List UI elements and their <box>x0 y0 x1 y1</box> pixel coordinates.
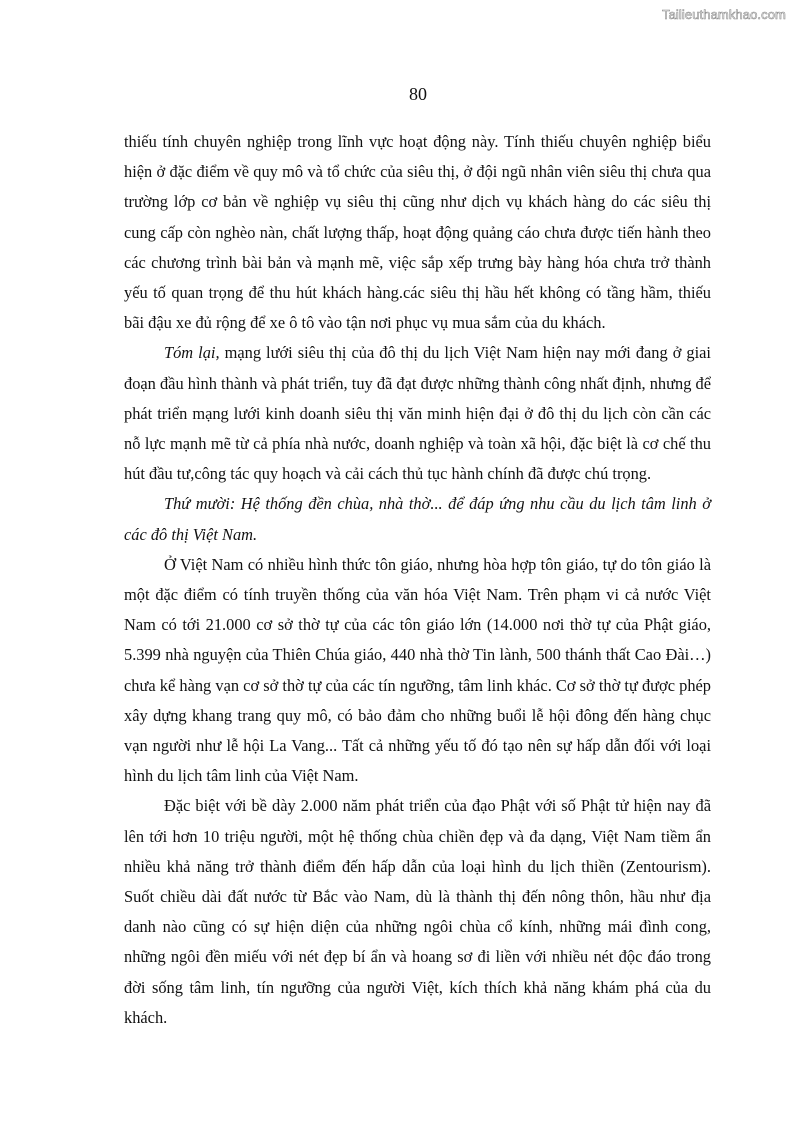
summary-lead: Tóm lại, <box>164 343 220 363</box>
page-number: 80 <box>409 84 427 104</box>
paragraph-continuation: thiếu tính chuyên nghiệp trong lĩnh vực hoạt động này. Tính thiếu chuyên nghiệp biểu hiện ở đặc điểm về quy mô và tổ chức của siêu thị, ở đội ngũ nhân viên siêu thị chưa qua trường lớp cơ bản về nghiệp vụ siêu thị cũng như dịch vụ khách hàng do các siêu thị cung cấp còn nghèo nàn, chất lượng thấp, hoạt động quảng cáo chưa được tiến hành theo các chương trình bài bản và mạnh mẽ, việc sắp xếp trưng bày hàng hóa chưa trở thành yếu tố quan trọng để thu hút khách hàng.các siêu thị hầu hết không có tầng hầm, thiếu bãi đậu xe đủ rộng để xe ô tô vào tận nơi phục vụ mua sắm của du khách. <box>124 132 711 333</box>
paragraph-religion: Ở Việt Nam có nhiều hình thức tôn giáo, nhưng hòa hợp tôn giáo, tự do tôn giáo là một đặc điểm có tính truyền thống của văn hóa Việt Nam. Trên phạm vi cả nước Việt Nam có tới 21.000 cơ sở thờ tự của các tôn giáo lớn (14.000 nơi thờ tự của Phật giáo, 5.399 nhà nguyện của Thiên Chúa giáo, 440 nhà thờ Tin lành, 500 thánh thất Cao Đài…) chưa kể hàng vạn cơ sở thờ tự của các tín ngưỡng, tâm linh khác. Cơ sở thờ tự được phép xây dựng khang trang quy mô, có bảo đảm cho những buổi lễ hội đông đến hàng chục vạn người như lễ hội La Vang... Tất cả những yếu tố đó tạo nên sự hấp dẫn đối với loại hình du lịch tâm linh của Việt Nam. <box>124 554 711 786</box>
document-body <box>124 127 711 1033</box>
summary-text: mạng lưới siêu thị của đô thị du lịch Việt Nam hiện nay mới đang ở giai đoạn đầu hình thành và phát triển, tuy đã đạt được những thành công nhất định, nhưng để phát triển mạng lưới kinh doanh siêu thị văn minh hiện đại ở đô thị du lịch còn cần các nỗ lực mạnh mẽ từ cả phía nhà nước, doanh nghiệp và toàn xã hội, đặc biệt là cơ chế thu hút đầu tư,công tác quy hoạch và cải cách thủ tục hành chính đã được chú trọng. <box>124 343 711 484</box>
section-heading: Thứ mười: Hệ thống đền chùa, nhà thờ... để đáp ứng nhu cầu du lịch tâm linh ở các đô thị Việt Nam. <box>124 494 711 544</box>
paragraph-buddhism: Đặc biệt với bề dày 2.000 năm phát triển của đạo Phật với số Phật tử hiện nay đã lên tới hơn 10 triệu người, một hệ thống chùa chiền đẹp và đa dạng, Việt Nam tiềm ẩn nhiều khả năng trở thành điểm đến hấp dẫn của loại hình du lịch thiền (Zentourism). Suốt chiều dài đất nước từ Bắc vào Nam, dù là thành thị đến nông thôn, hầu như địa danh nào cũng có sự hiện diện của những ngôi chùa cổ kính, những mái đình cong, những ngôi đền miếu với nét đẹp bí ẩn và hoang sơ đi liền với nhiều nét độc đáo trong đời sống tâm linh, tín ngưỡng của người Việt, kích thích khả năng khám phá của du khách. <box>124 796 711 1027</box>
paragraph-summary <box>124 338 711 489</box>
watermark-text: Tailieuthamkhao.com <box>661 7 786 22</box>
